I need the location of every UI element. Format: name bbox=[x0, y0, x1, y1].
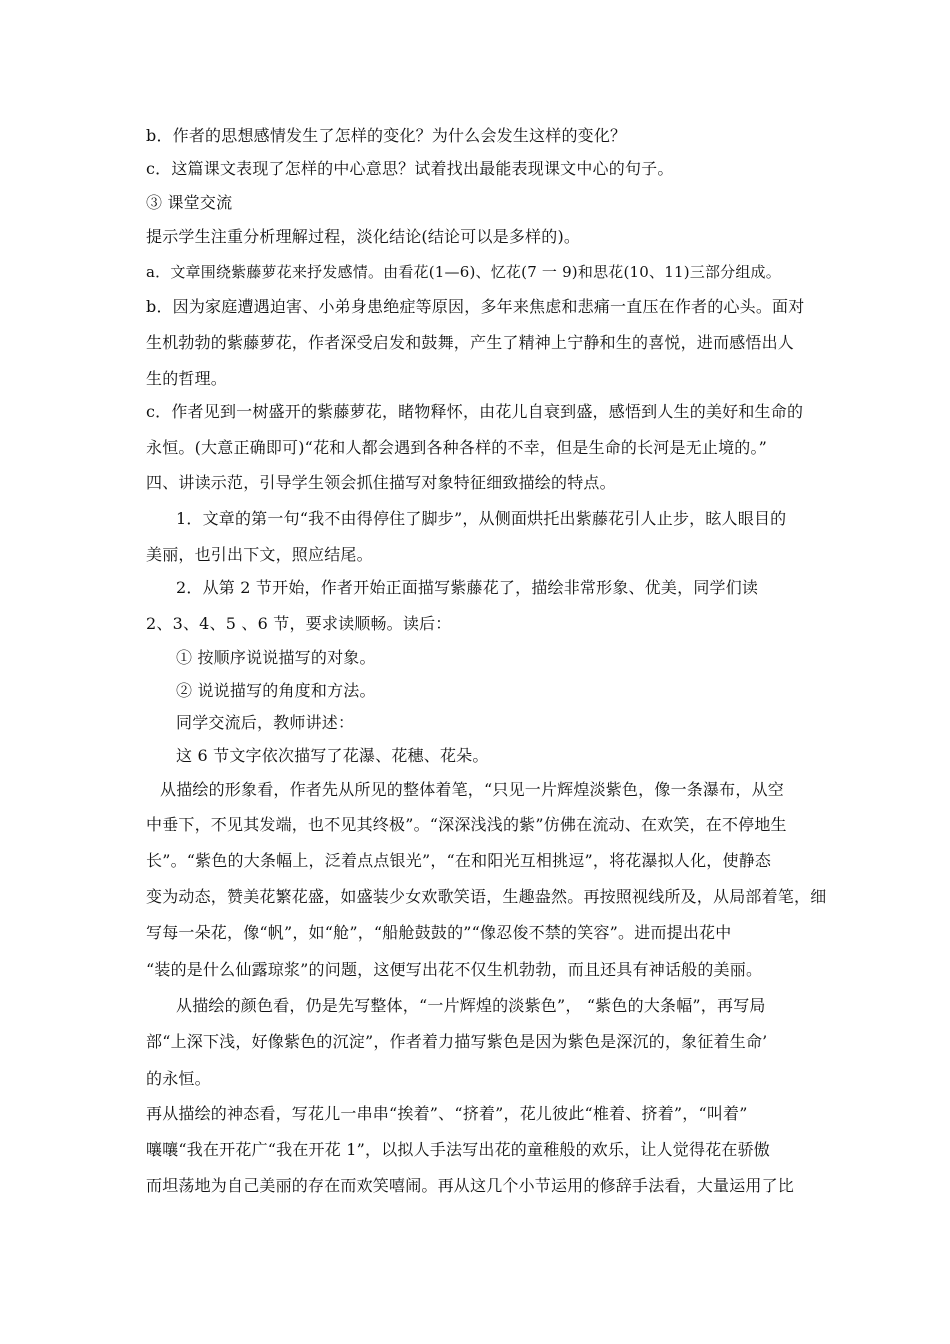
text-line: 这 6 节文字依次描写了花瀑、花穗、花朵。 bbox=[176, 746, 489, 765]
text-line: 长”。“紫色的大条幅上，泛着点点银光”，“在和阳光互相挑逗”，将花瀑拟人化，使静态 bbox=[146, 851, 772, 870]
text-line: a．文章围绕紫藤萝花来抒发感情。由看花(1—6)、忆花(7 一 9)和思花(10、11)三部分组成。 bbox=[146, 263, 781, 281]
text-line: b．因为家庭遭遇迫害、小弟身患绝症等原因，多年来焦虑和悲痛一直压在作者的心头。面对 bbox=[146, 297, 805, 316]
text-line: 1．文章的第一句“我不由得停住了脚步”，从侧面烘托出紫藤花引人止步，眩人眼目的 bbox=[176, 509, 787, 528]
text-line: 中垂下，不见其发端，也不见其终极”。“深深浅浅的紫”仿佛在流动、在欢笑，在不停地生 bbox=[146, 815, 787, 834]
text-line: 变为动态，赞美花繁花盛，如盛装少女欢歌笑语，生趣盎然。再按照视线所及，从局部着笔，细 bbox=[146, 887, 827, 906]
text-line: 提示学生注重分析理解过程，淡化结论(结论可以是多样的)。 bbox=[146, 227, 581, 246]
text-line: 从描绘的形象看，作者先从所见的整体着笔，“只见一片辉煌淡紫色，像一条瀑布，从空 bbox=[160, 780, 784, 799]
text-line: 的永恒。 bbox=[146, 1069, 211, 1088]
text-line: 同学交流后，教师讲述： bbox=[176, 713, 355, 732]
text-line: 2．从第 2 节开始，作者开始正面描写紫藤花了，描绘非常形象、优美，同学们读 bbox=[176, 578, 759, 597]
text-line: 生的哲理。 bbox=[146, 369, 228, 388]
text-line: 永恒。(大意正确即可)“花和人都会遇到各种各样的不幸，但是生命的长河是无止境的。” bbox=[146, 438, 768, 457]
text-line: 2、3、4、5 、6 节，要求读顺畅。读后： bbox=[146, 614, 452, 633]
text-line: 部“上深下浅，好像紫色的沉淀”，作者着力描写紫色是因为紫色是深沉的，象征着生命’ bbox=[146, 1032, 768, 1051]
text-line: 四、讲读示范，引导学生领会抓住描写对象特征细致描绘的特点。 bbox=[146, 473, 616, 492]
text-line: 再从描绘的神态看，写花儿一串串“挨着”、“挤着”，花儿彼此“椎着、挤着”，“叫着” bbox=[146, 1104, 748, 1123]
text-line: 嚷嚷“我在开花广“我在开花 1”，以拟人手法写出花的童稚般的欢乐，让人觉得花在骄傲 bbox=[146, 1140, 771, 1159]
text-line: “装的是什么仙露琼浆”的问题，这便写出花不仅生机勃勃，而且还具有神话般的美丽。 bbox=[146, 960, 763, 979]
text-line: 从描绘的颜色看，仍是先写整体，“一片辉煌的淡紫色”， “紫色的大条幅”，再写局 bbox=[176, 996, 766, 1015]
text-line: 美丽，也引出下文，照应结尾。 bbox=[146, 545, 373, 564]
text-line: ③ 课堂交流 bbox=[146, 193, 233, 212]
text-line: c．作者见到一树盛开的紫藤萝花，睹物释怀，由花儿自衰到盛，感悟到人生的美好和生命的 bbox=[146, 402, 804, 421]
text-line: c．这篇课文表现了怎样的中心意思？试着找出最能表现课文中心的句子。 bbox=[146, 159, 674, 178]
text-line: 生机勃勃的紫藤萝花，作者深受启发和鼓舞，产生了精神上宁静和生的喜悦，进而感悟出人 bbox=[146, 333, 795, 352]
text-line: 写每一朵花，像“帆”，如“舱”，“船舱鼓鼓的”“像忍俊不禁的笑容”。进而提出花中 bbox=[146, 923, 732, 942]
text-line: 而坦荡地为自己美丽的存在而欢笑嘻闹。再从这几个小节运用的修辞手法看，大量运用了比 bbox=[146, 1176, 795, 1195]
text-line: ① 按顺序说说描写的对象。 bbox=[176, 648, 376, 667]
text-line: b．作者的思想感情发生了怎样的变化？为什么会发生这样的变化？ bbox=[146, 126, 627, 145]
text-line: ② 说说描写的角度和方法。 bbox=[176, 681, 376, 700]
